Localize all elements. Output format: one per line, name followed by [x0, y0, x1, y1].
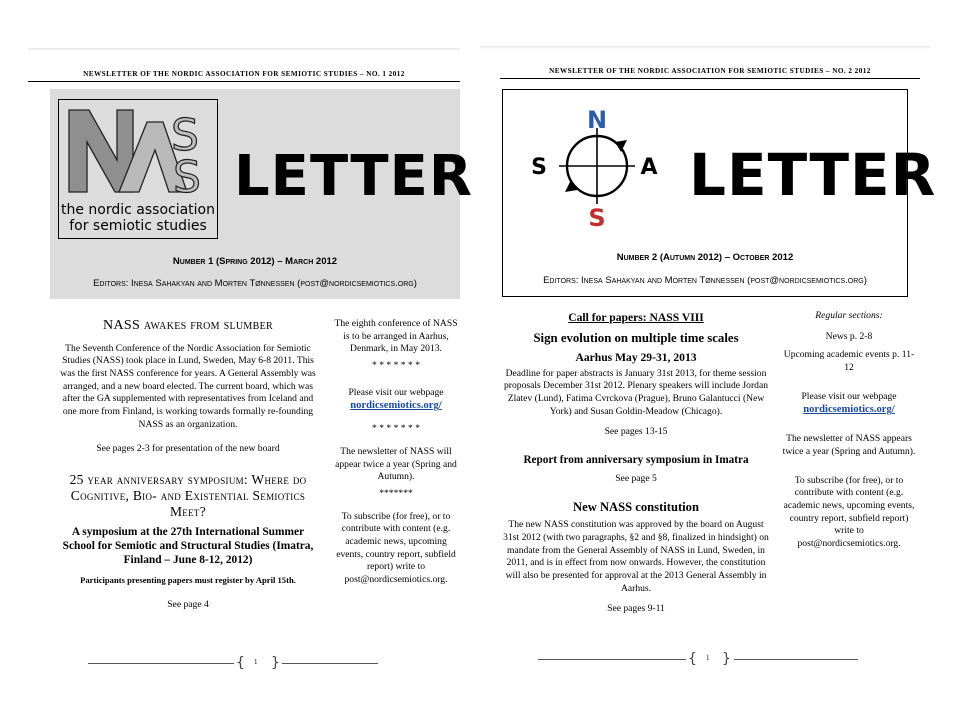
svg-text:S: S: [173, 152, 201, 200]
side-subscribe: To subscribe (for free), or to contribute with content (e.g. academic news, upcoming events, country report, subfield report) write to: [336, 510, 456, 573]
footer-line-right: [734, 659, 858, 660]
running-head: NEWSLETTER OF THE NORDIC ASSOCIATION FOR SEMIOTIC STUDIES – NO. 2 2012: [549, 67, 871, 75]
side-separator-1: * * * * * * *: [372, 359, 420, 371]
news-pages: News p. 2-8: [825, 330, 873, 342]
svg-text:S: S: [171, 110, 199, 161]
subhead-symposium: A symposium at the 27th International Summer School for Semiotic and Structural Studies (Imatra, Finland – June 8-12, 2012): [62, 525, 314, 567]
issue-line: Number 2 (Autumn 2012) – October 2012: [616, 252, 794, 263]
see-page-4: See page 4: [167, 598, 209, 610]
website-link[interactable]: nordicsemiotics.org/: [350, 400, 442, 412]
page-top-shadow: [480, 46, 930, 49]
nass-logo-icon: [59, 100, 217, 200]
see-pages-9-11: See pages 9-11: [607, 603, 665, 615]
masthead: [50, 89, 473, 299]
compass-logo-icon: [517, 100, 667, 230]
compass-s-bottom: S: [588, 204, 606, 230]
side-visit-webpage: Please visit our webpage: [348, 386, 444, 398]
side-subscribe: To subscribe (for free), or to contribute with content (e.g. academic news, upcoming events, country report, subfield report) write to post@nordicsemiotics.org.: [783, 474, 915, 549]
footer-bracket-right: }: [722, 651, 731, 667]
page-top-shadow: [28, 48, 460, 51]
headline-imatra-report: Report from anniversary symposium in Imatra: [523, 454, 749, 467]
headline-aarhus: Aarhus May 29-31, 2013: [575, 351, 697, 365]
page-number: 1: [254, 658, 258, 666]
side-separator-3: *******: [379, 487, 413, 499]
regular-sections: Regular sections:: [815, 310, 883, 321]
para-constitution: The new NASS constitution was approved by the board on August 31st 2012 (with two paragraphs, §2 and §8, finalized in hindsight) on mandate from the General Assembly of NASS in Lund, Sweden, in 2011, and is in effect from now onwards. However, the constitution will also be presented for approval at the 2013 General Assembly in Aarhus.: [503, 519, 769, 594]
side-column: [332, 318, 460, 586]
footer-line-left: [538, 659, 686, 660]
register-note: Participants presenting papers must register by April 15th.: [80, 575, 296, 586]
newsletter-page-2: [486, 0, 937, 720]
side-twice-a-year: The newsletter of NASS will appear twice a year (Spring and Autumn).: [335, 445, 457, 483]
see-pages-13-15: See pages 13-15: [604, 426, 668, 438]
header-rule: [500, 78, 920, 79]
side-separator-2: * * * * * * *: [372, 423, 420, 435]
logo-text-line2: for semiotic studies: [69, 218, 207, 234]
issue-line: Number 1 (Spring 2012) – March 2012: [172, 256, 338, 267]
call-for-papers: Call for papers: NASS VIII: [568, 311, 704, 324]
page-footer: [88, 655, 378, 673]
side-visit-webpage: Please visit our webpage: [801, 390, 897, 402]
newsletter-title: LETTER: [234, 144, 473, 209]
headline-awakes: NASS awakes from slumber: [103, 318, 273, 333]
editors-line: Editors: Inesa Sahakyan and Morten Tønnessen (post@nordicsemiotics.org): [93, 278, 417, 289]
newsletter-title: LETTER: [689, 141, 937, 209]
footer-line-left: [88, 663, 234, 664]
see-pages-board: See pages 2-3 for presentation of the new board: [96, 443, 280, 455]
side-twice-a-year: The newsletter of NASS appears twice a year (Spring and Autumn).: [782, 433, 916, 457]
main-column: [56, 318, 320, 611]
footer-bracket-left: {: [236, 655, 245, 671]
page-number: 1: [706, 654, 710, 662]
footer-bracket-left: {: [688, 651, 697, 667]
running-head: NEWSLETTER OF THE NORDIC ASSOCIATION FOR SEMIOTIC STUDIES – NO. 1 2012: [83, 70, 405, 78]
footer-line-right: [282, 663, 378, 664]
page-footer: [538, 651, 858, 669]
footer-bracket-right: }: [271, 655, 280, 671]
header-rule: [28, 81, 460, 82]
headline-sign-evolution: Sign evolution on multiple time scales: [533, 331, 739, 346]
para-deadline: Deadline for paper abstracts is January 31st 2013, for theme session proposals December 31st 2012. Plenary speakers will include Jordan Zlatev (Lund), Fatima Cvrckova (Prague), Bruno Galantucci (New York) and Susan Goldin-Meadow (Chicago).: [503, 367, 769, 417]
compass-s-left: S: [531, 155, 547, 180]
side-eighth-conference: The eighth conference of NASS is to be arranged in Aarhus, Denmark, in May 2013.: [334, 318, 458, 355]
website-link[interactable]: nordicsemiotics.org/: [803, 404, 895, 416]
side-column: [782, 310, 916, 551]
compass-n: N: [586, 106, 608, 134]
main-column: [502, 310, 770, 616]
logo-text-line1: the nordic association: [60, 202, 215, 218]
side-email: post@nordicsemiotics.org.: [344, 573, 448, 585]
masthead: [502, 89, 937, 297]
headline-anniversary: 25 year anniversary symposium: Where do Cognitive, Bio- and Existential Semiotics Meet?: [69, 472, 307, 520]
events-pages: Upcoming academic events p. 11-12: [783, 349, 915, 373]
para-seventh-conference: The Seventh Conference of the Nordic Association for Semiotic Studies (NASS) took place in Lund, Sweden, May 6-8 2011. This was the first NASS conference for years. A General Assembly was arranged, and a new board elected. The current board, which was after the GA supplemented with representatives from Iceland and one more from Finland, is working towards formally re-founding NASS as an organization.: [60, 342, 316, 430]
compass-a: A: [640, 155, 658, 180]
headline-constitution: New NASS constitution: [573, 499, 699, 514]
nass-logo: [58, 99, 218, 239]
editors-line: Editors: Inesa Sahakyan and Morten Tønnessen (post@nordicsemiotics.org): [543, 275, 867, 286]
newsletter-page-1: [28, 0, 473, 720]
see-page-5: See page 5: [615, 473, 657, 485]
